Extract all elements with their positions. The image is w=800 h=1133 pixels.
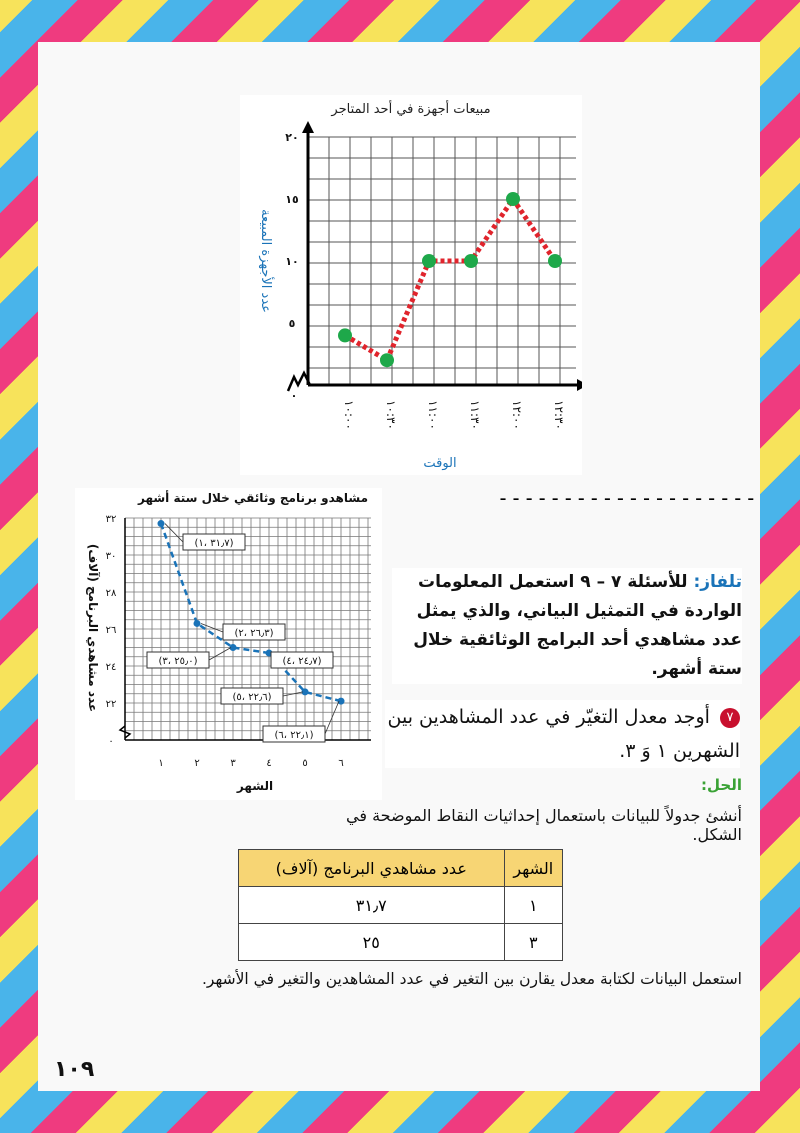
data-point <box>464 254 478 268</box>
table-cell: ٣ <box>504 924 562 961</box>
chart-title: مشاهدو برنامج وثائقي خلال ستة أشهر <box>137 491 369 505</box>
x-tick-label: ١٢:٠٠ <box>510 400 524 430</box>
viewers-chart-svg <box>75 488 382 800</box>
point-label: (٢٢٫١ ،٦) <box>274 730 314 741</box>
section-divider: -------------------- <box>497 486 758 510</box>
question-7-text: أوجد معدل التغيّر في عدد المشاهدين بين الشهرين ١ وَ ٣. <box>387 706 740 762</box>
y-tick-label: ٢٢ <box>105 699 117 710</box>
use-data-instruction: استعمل البيانات لكتابة معدل يقارن بين التغير في عدد المشاهدين والتغير في الأشهر. <box>201 970 742 988</box>
table-cell: ٣١٫٧ <box>239 887 505 924</box>
y-axis-label: عدد الأجهزة المبيعة <box>258 209 273 313</box>
point-label: (٢٢٫٦ ،٥) <box>232 692 272 703</box>
x-tick-label: ٥ <box>302 758 308 769</box>
table-cell: ٢٥ <box>239 924 505 961</box>
y-tick-label: ٢٦ <box>105 625 117 636</box>
table-header-viewers: عدد مشاهدي البرنامج (آلاف) <box>239 850 505 887</box>
y-tick-label: ٣٠ <box>105 551 117 562</box>
x-tick-label: ١١:٠٠ <box>426 400 440 430</box>
chart-title: مبيعات أجهزة في أحد المتاجر <box>331 102 491 117</box>
solution-label: الحل: <box>701 776 742 794</box>
data-point <box>194 620 201 627</box>
x-tick-label: ٤ <box>266 758 272 769</box>
point-label: (٣١٫٧ ،١) <box>194 538 234 549</box>
y-tick-label: ٢٨ <box>105 588 117 599</box>
data-point <box>380 353 394 367</box>
y-axis-label: عدد مشاهدي البرنامج (آلاف) <box>86 543 100 713</box>
data-table <box>238 849 563 961</box>
data-point <box>338 698 345 705</box>
x-tick-label: ١١:٣٠ <box>468 400 482 430</box>
data-point <box>422 254 436 268</box>
x-tick-label: ٦ <box>338 758 344 769</box>
x-tick-label: ١٠:٣٠ <box>384 400 398 430</box>
y-tick-label: ١٥ <box>285 193 299 206</box>
point-label: (٢٥٫٠ ،٣) <box>158 656 198 667</box>
table-row <box>239 924 563 961</box>
question-7 <box>385 700 740 768</box>
x-axis-label: الوقت <box>423 456 457 471</box>
point-label: (٢٦٫٣ ،٢) <box>234 628 274 639</box>
data-point <box>506 192 520 206</box>
x-axis-label: الشهر <box>236 779 274 793</box>
x-tick-label: ٢ <box>194 758 200 769</box>
table-header-month: الشهر <box>504 850 562 887</box>
sales-chart-svg <box>240 95 582 475</box>
x-tick-label: ٣ <box>230 758 236 769</box>
y-tick-label: ١٠ <box>285 255 299 268</box>
y-axis-arrow <box>302 121 314 133</box>
x-tick-label: ١٠:٠٠ <box>342 400 356 430</box>
viewers-chart <box>75 488 382 800</box>
y-tick-label: ٢٠ <box>285 131 299 144</box>
y-tick-label: ٥ <box>288 317 296 330</box>
callout-pointer <box>165 524 183 542</box>
y-tick-label: ٣٢ <box>105 514 117 525</box>
y-tick-label: ٠ <box>108 736 114 747</box>
create-table-instruction: أنشئ جدولاً للبيانات باستعمال إحداثيات النقاط الموضحة في الشكل. <box>346 806 742 844</box>
y-tick-label: ٠ <box>290 389 298 402</box>
page-number: ١٠٩ <box>54 1057 95 1082</box>
callout-pointer <box>209 648 231 661</box>
table-row <box>239 887 563 924</box>
tv-text: للأسئلة ٧ – ٩ استعمل المعلومات الواردة في التمثيل البياني، والذي يمثل عدد مشاهدي أحد البرامج الوثائقية خلال ستة أشهر. <box>413 572 742 679</box>
y-tick-label: ٢٤ <box>105 662 117 673</box>
data-point <box>548 254 562 268</box>
table-cell: ١ <box>504 887 562 924</box>
x-tick-label: ١٢:٣٠ <box>552 400 566 430</box>
tv-paragraph <box>392 568 742 684</box>
question-number-badge: ٧ <box>720 708 740 728</box>
point-label: (٢٤٫٧ ،٤) <box>282 656 322 667</box>
x-tick-label: ١ <box>158 758 164 769</box>
tv-label: تلفاز: <box>693 572 742 592</box>
x-axis-arrow <box>577 379 582 391</box>
data-point <box>158 520 165 527</box>
sales-chart <box>240 95 582 475</box>
data-point <box>338 328 352 342</box>
series-line <box>345 199 555 360</box>
table-header-row <box>239 850 563 887</box>
